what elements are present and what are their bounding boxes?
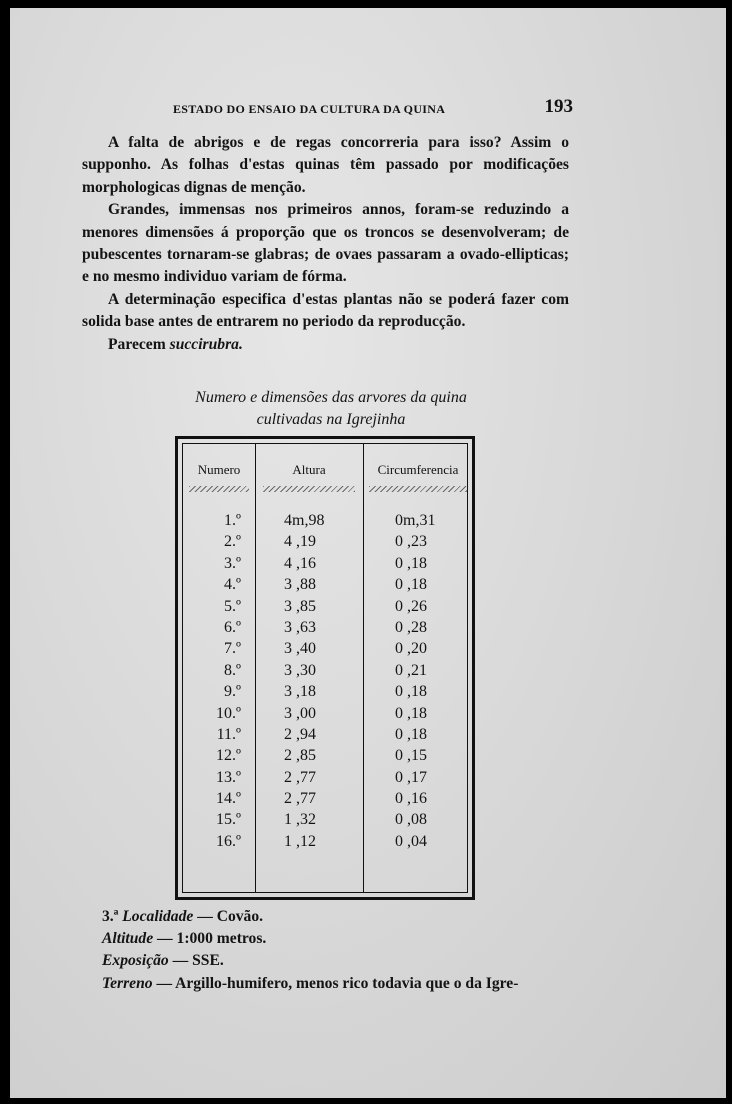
numero-cell: 5.º xyxy=(224,597,241,615)
altura-cell: 3 ,88 xyxy=(284,576,316,594)
table-inner xyxy=(182,443,468,893)
parecem-prefix: Parecem xyxy=(108,335,170,353)
circumferencia-cell: 0 ,23 xyxy=(395,533,427,551)
numero-cell: 8.º xyxy=(224,661,241,679)
altura-cell: 4 ,16 xyxy=(284,554,316,572)
page-header xyxy=(165,96,585,122)
numero-cell: 12.º xyxy=(216,747,241,765)
altura-cell: 3 ,40 xyxy=(284,640,316,658)
header-rule xyxy=(369,486,467,492)
table-row xyxy=(183,555,467,576)
altura-cell: 3 ,30 xyxy=(284,661,316,679)
page-number: 193 xyxy=(544,96,573,117)
circumferencia-cell: 0 ,18 xyxy=(395,725,427,743)
table-row xyxy=(183,726,467,747)
circumferencia-cell: 0m,31 xyxy=(395,512,436,529)
table-row xyxy=(183,683,467,704)
book-page xyxy=(10,8,726,1098)
table-row xyxy=(183,790,467,811)
localidade-value: — Covão. xyxy=(193,908,264,925)
caption-line: Numero e dimensões das arvores da quina xyxy=(195,389,467,406)
terreno-value: — Argillo-humifero, menos rico todavia que o da Igre- xyxy=(152,974,519,992)
circumferencia-cell: 0 ,28 xyxy=(395,618,427,636)
altura-cell: 2 ,85 xyxy=(284,747,316,765)
parecem-line xyxy=(82,334,569,356)
header-altura: Altura xyxy=(292,462,326,477)
circumferencia-cell: 0 ,18 xyxy=(395,704,427,722)
altitude-line xyxy=(102,928,572,950)
circumferencia-cell: 0 ,18 xyxy=(395,576,427,594)
table-row xyxy=(183,598,467,619)
trees-table xyxy=(175,436,475,900)
numero-cell: 1.º xyxy=(224,512,241,529)
exposicao-line xyxy=(102,950,572,972)
numero-cell: 15.º xyxy=(216,811,241,829)
circumferencia-cell: 0 ,18 xyxy=(395,683,427,701)
terreno-label: Terreno xyxy=(102,974,153,992)
caption-line: cultivadas na Igrejinha xyxy=(256,411,406,428)
circumferencia-cell: 0 ,16 xyxy=(395,790,427,808)
altura-cell: 4 ,19 xyxy=(284,533,316,551)
numero-cell: 7.º xyxy=(224,640,241,658)
circumferencia-cell: 0 ,20 xyxy=(395,640,427,658)
altura-cell: 2 ,77 xyxy=(284,768,316,786)
numero-cell: 11.º xyxy=(216,725,241,743)
header-circumferencia: Circumferencia xyxy=(377,462,459,477)
exposicao-label: Exposição xyxy=(102,952,169,970)
locality-info xyxy=(102,906,572,995)
species-name: succirubra. xyxy=(169,335,243,353)
numero-cell: 3.º xyxy=(224,554,241,572)
paragraph: Grandes, immensas nos primeiros annos, foram-se reduzindo a menores dimensões á proporção que os troncos se desenvolveram; de pubescentes tornaram-se glabras; de ovaes passaram a ovado-ellipticas; e no mesmo individuo variam de fórma. xyxy=(82,201,569,286)
header-rule xyxy=(189,486,249,492)
table-row xyxy=(183,619,467,640)
table-body xyxy=(183,512,467,854)
altura-cell: 1 ,12 xyxy=(284,832,316,850)
numero-cell: 6.º xyxy=(224,618,241,636)
localidade-line xyxy=(102,906,572,928)
circumferencia-cell: 0 ,08 xyxy=(395,811,427,829)
localidade-label: Localidade xyxy=(122,908,194,925)
altitude-value: — 1:000 metros. xyxy=(153,930,267,948)
numero-cell: 16.º xyxy=(216,832,241,850)
header-rule xyxy=(263,486,355,492)
numero-cell: 9.º xyxy=(224,683,241,701)
altura-cell: 3 ,00 xyxy=(284,704,316,722)
table-row xyxy=(183,576,467,597)
circumferencia-cell: 0 ,04 xyxy=(395,832,427,850)
circumferencia-cell: 0 ,15 xyxy=(395,747,427,765)
numero-cell: 10.º xyxy=(216,704,241,722)
table-row xyxy=(183,833,467,854)
circumferencia-cell: 0 ,26 xyxy=(395,597,427,615)
paragraph: A falta de abrigos e de regas concorreria para isso? Assim o supponho. As folhas d'estas quinas têm passado por modificações morphologicas dignas de menção. xyxy=(82,134,569,196)
altura-cell: 2 ,77 xyxy=(284,790,316,808)
altura-cell: 3 ,85 xyxy=(284,597,316,615)
paragraph: A determinação especifica d'estas plantas não se poderá fazer com solida base antes de entrarem no periodo da reproducção. xyxy=(82,290,569,331)
header-numero: Numero xyxy=(197,462,241,477)
circumferencia-cell: 0 ,21 xyxy=(395,661,427,679)
numero-cell: 14.º xyxy=(216,790,241,808)
numero-cell: 13.º xyxy=(216,768,241,786)
table-row xyxy=(183,662,467,683)
table-row xyxy=(183,747,467,768)
circumferencia-cell: 0 ,18 xyxy=(395,554,427,572)
circumferencia-cell: 0 ,17 xyxy=(395,768,427,786)
table-row xyxy=(183,811,467,832)
altura-cell: 2 ,94 xyxy=(284,725,316,743)
terreno-line xyxy=(102,973,572,995)
table-caption xyxy=(106,387,556,431)
table-row xyxy=(183,769,467,790)
running-title: ESTADO DO ENSAIO DA CULTURA DA QUINA xyxy=(173,102,446,116)
altura-cell: 1 ,32 xyxy=(284,811,316,829)
body-text xyxy=(82,132,569,356)
altura-cell: 3 ,18 xyxy=(284,683,316,701)
altura-cell: 3 ,63 xyxy=(284,618,316,636)
altura-cell: 4m,98 xyxy=(284,512,325,529)
table-row xyxy=(183,705,467,726)
table-row xyxy=(183,533,467,554)
localidade-number: 3.ª xyxy=(102,908,123,925)
table-row xyxy=(183,640,467,661)
numero-cell: 4.º xyxy=(224,576,241,594)
numero-cell: 2.º xyxy=(224,533,241,551)
exposicao-value: — SSE. xyxy=(168,952,224,970)
table-row xyxy=(183,512,467,533)
altitude-label: Altitude xyxy=(102,930,154,948)
